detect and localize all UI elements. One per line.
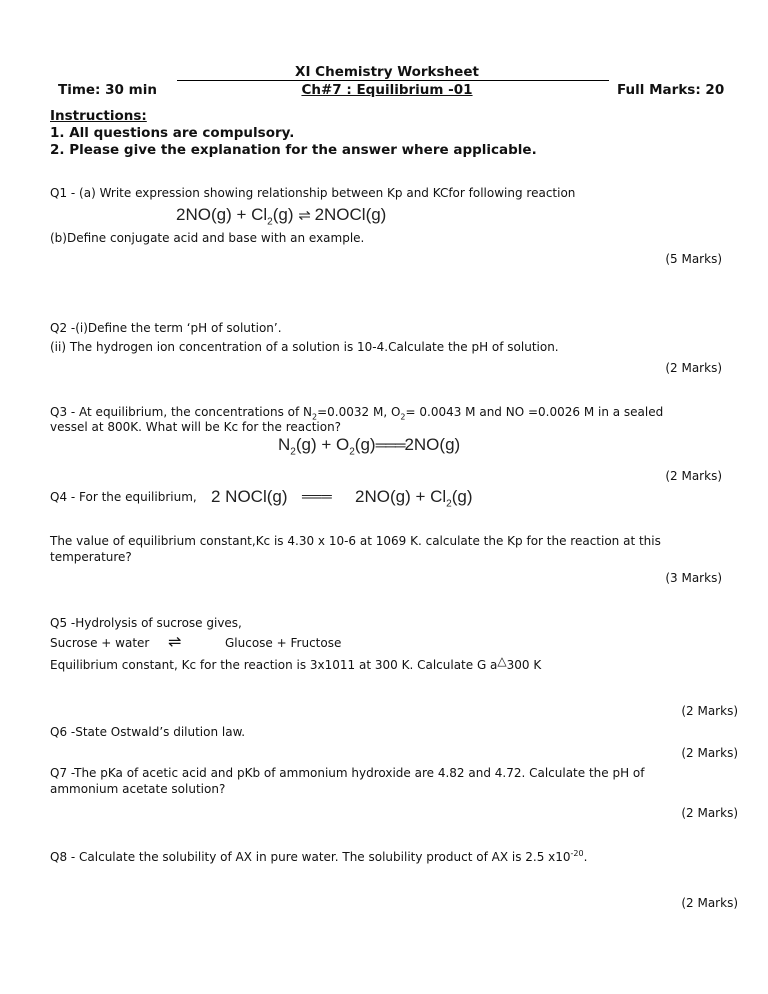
exponent: -20 bbox=[570, 849, 584, 858]
q1-part-b: (b)Define conjugate acid and base with an example. bbox=[50, 231, 365, 245]
q3-equation bbox=[278, 435, 460, 462]
q8-marks: (2 Marks) bbox=[681, 896, 738, 910]
subscript: 2 bbox=[400, 412, 406, 422]
eq-products: 2NO(g) + Cl bbox=[355, 487, 447, 506]
eq-products: 2NOCl(g) bbox=[314, 205, 387, 224]
q2-marks: (2 Marks) bbox=[665, 361, 722, 375]
q8-body: Q8 - Calculate the solubility of AX in pure water. The solubility product of AX is 2.5 x10 bbox=[50, 850, 571, 864]
q3-line2: vessel at 800K. What will be Kc for the reaction? bbox=[50, 420, 342, 434]
equilibrium-arrow-icon: ⇌ bbox=[298, 207, 310, 224]
q5-marks: (2 Marks) bbox=[681, 704, 738, 718]
q5-reactants: Sucrose + water bbox=[50, 636, 150, 650]
eq-text: (g) bbox=[354, 435, 376, 454]
q2-part-i: Q2 -(i)Define the term ‘pH of solution’. bbox=[50, 321, 282, 335]
q8-end: . bbox=[583, 850, 588, 864]
full-marks-label: Full Marks: 20 bbox=[617, 82, 725, 98]
equals-arrow-icon: ═══ bbox=[302, 488, 332, 504]
eq-subscript: 2 bbox=[290, 446, 296, 458]
q6-text: Q6 -State Ostwald’s dilution law. bbox=[50, 725, 246, 739]
eq-state: (g) bbox=[272, 205, 294, 224]
q3-text: Q3 - At equilibrium, the concentrations of N bbox=[50, 405, 313, 419]
q3-text: = 0.0043 M and NO =0.0026 M in a sealed bbox=[405, 405, 664, 419]
q7-line2: ammonium acetate solution? bbox=[50, 782, 226, 796]
eq-text: N bbox=[278, 435, 291, 454]
worksheet-title: XI Chemistry Worksheet bbox=[295, 64, 479, 80]
q5-text: 300 K bbox=[506, 658, 542, 672]
instructions-heading: Instructions: bbox=[50, 108, 147, 124]
chapter-title: Ch#7 : Equilibrium -01 bbox=[301, 82, 473, 98]
q3-marks: (2 Marks) bbox=[665, 469, 722, 483]
subscript: 2 bbox=[312, 412, 318, 422]
q1-marks: (5 Marks) bbox=[665, 252, 722, 266]
q3-text: =0.0032 M, O bbox=[317, 405, 401, 419]
q1-equation bbox=[176, 205, 386, 232]
q2-part-ii: (ii) The hydrogen ion concentration of a solution is 10-4.Calculate the pH of solution. bbox=[50, 340, 559, 354]
eq-subscript: 2 bbox=[446, 498, 452, 510]
eq-subscript: 2 bbox=[267, 216, 273, 228]
q4-line1: The value of equilibrium constant,Kc is 4.30 x 10-6 at 1069 K. calculate the Kp for the reaction at this bbox=[50, 534, 661, 548]
q6-marks: (2 Marks) bbox=[681, 746, 738, 760]
delta-icon: △ bbox=[497, 654, 507, 668]
q5-products: Glucose + Fructose bbox=[225, 636, 342, 650]
q7-marks: (2 Marks) bbox=[681, 806, 738, 820]
q4-line2: temperature? bbox=[50, 550, 132, 564]
q4-eq-right bbox=[355, 487, 473, 514]
instruction-item: 2. Please give the explanation for the answer where applicable. bbox=[50, 142, 537, 158]
equals-arrow-icon: ═══ bbox=[375, 437, 405, 454]
time-label: Time: 30 min bbox=[58, 82, 157, 98]
instruction-item: 1. All questions are compulsory. bbox=[50, 125, 295, 141]
q5-line bbox=[50, 654, 542, 673]
eq-state: (g) bbox=[451, 487, 473, 506]
q8-text bbox=[50, 846, 587, 865]
eq-subscript: 2 bbox=[349, 446, 355, 458]
equilibrium-arrow-icon: ⇌ bbox=[168, 632, 182, 651]
q7-line1: Q7 -The pKa of acetic acid and pKb of ammonium hydroxide are 4.82 and 4.72. Calculate the pH of bbox=[50, 766, 645, 780]
q4-marks: (3 Marks) bbox=[665, 571, 722, 585]
q4-eq-left: 2 NOCl(g) bbox=[211, 487, 288, 506]
q5-text: Equilibrium constant, Kc for the reaction is 3x1011 at 300 K. Calculate G a bbox=[50, 658, 498, 672]
eq-text: (g) + O bbox=[295, 435, 350, 454]
q4-intro: Q4 - For the equilibrium, bbox=[50, 490, 197, 504]
eq-products: 2NO(g) bbox=[404, 435, 461, 454]
q1-part-a: Q1 - (a) Write expression showing relationship between Kp and KCfor following reaction bbox=[50, 186, 576, 200]
eq-reactants: 2NO(g) + Cl bbox=[176, 205, 268, 224]
q5-intro: Q5 -Hydrolysis of sucrose gives, bbox=[50, 616, 242, 630]
